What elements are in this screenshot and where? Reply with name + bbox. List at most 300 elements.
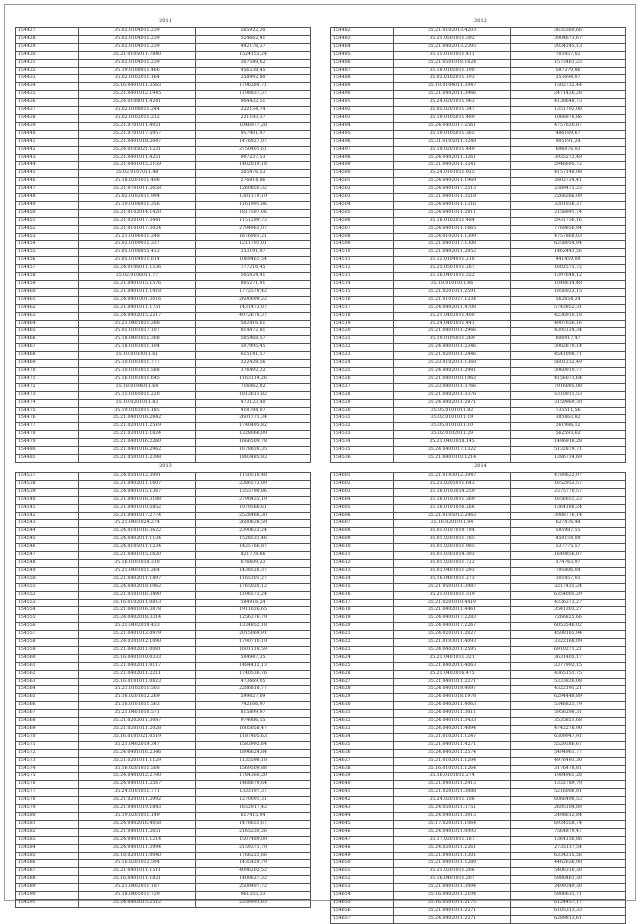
amount-cell: 1400627,32 — [196, 876, 311, 884]
table-row — [331, 407, 626, 415]
record-id-cell: 154551 — [16, 583, 79, 591]
amount-cell: 3988776,14 — [511, 512, 626, 520]
amount-cell: 1507489,09 — [196, 836, 311, 844]
record-id-cell: 154517 — [331, 304, 394, 312]
cadastral-number-cell: 35.21.0402016.475 — [394, 670, 511, 678]
record-id-cell: 154453 — [16, 233, 79, 241]
record-id-cell: 154611 — [331, 552, 394, 560]
cadastral-number-cell: 35.01.0101017.107 — [79, 328, 196, 336]
record-id-cell: 154428 — [16, 35, 79, 43]
cadastral-number-cell: 35.24.0401011.1665 — [394, 225, 511, 233]
amount-cell: 1772579,42 — [196, 288, 311, 296]
amount-cell: 5310911,53 — [511, 391, 626, 399]
cadastral-number-cell: 35.24.0402018.1062 — [79, 583, 196, 591]
cadastral-number-cell: 35.21.0105011.7840 — [79, 51, 196, 59]
cadastral-number-cell: 35.24.0401011.2811 — [394, 209, 511, 217]
record-id-cell: 154441 — [16, 138, 79, 146]
record-id-cell: 154602 — [331, 480, 394, 488]
amount-cell: 505468,57 — [196, 336, 311, 344]
cadastral-number-cell: 35.16.0103014.259 — [394, 488, 511, 496]
table-row — [16, 320, 311, 328]
table-row — [16, 391, 311, 399]
cadastral-number-cell: 35.01.0201011.985 — [394, 544, 511, 552]
records-table — [330, 27, 626, 463]
table-row — [331, 678, 626, 686]
record-id-cell: 154449 — [16, 201, 79, 209]
table-row — [16, 249, 311, 257]
cadastral-number-cell: 35.02.0106011.77 — [79, 273, 196, 281]
cadastral-number-cell: 35.23.0401011.3766 — [394, 383, 511, 391]
cadastral-number-cell: 35.21.0402011.2852 — [394, 249, 511, 257]
table-row — [16, 607, 311, 615]
cadastral-number-cell: 35.21.0401011.288 — [79, 320, 196, 328]
record-id-cell: 154436 — [16, 99, 79, 107]
table-row — [331, 138, 626, 146]
cadastral-number-cell: 35.02.0101011.19 — [394, 415, 511, 423]
table-row — [16, 567, 311, 575]
cadastral-number-cell: 35.21.0401016.2260 — [79, 439, 196, 447]
record-id-cell: 154496 — [331, 138, 394, 146]
table-row — [16, 281, 311, 289]
amount-cell: 3217431,24 — [511, 583, 626, 591]
table-row — [16, 773, 311, 781]
amount-cell: 276814,86 — [196, 178, 311, 186]
cadastral-number-cell: 35.02.0109011.337 — [79, 241, 196, 249]
record-id-cell: 154577 — [16, 789, 79, 797]
table-row — [331, 726, 626, 734]
record-id-cell: 154605 — [331, 504, 394, 512]
table-row — [331, 170, 626, 178]
table-row — [331, 733, 626, 741]
cadastral-number-cell: 35.21.0102013.4203 — [394, 28, 511, 36]
cadastral-number-cell: 35.24.0101011.925 — [394, 170, 511, 178]
record-id-cell: 154640 — [331, 781, 394, 789]
cadastral-number-cell: 35.24.0402018.3314 — [79, 615, 196, 623]
table-row — [331, 892, 626, 900]
amount-cell: 904433,51 — [196, 99, 311, 107]
table-row — [331, 860, 626, 868]
amount-cell: 1476927,07 — [196, 138, 311, 146]
amount-cell: 5956298,31 — [511, 710, 626, 718]
cadastral-number-cell: 35.21.0402011.3241 — [394, 162, 511, 170]
record-id-cell: 154653 — [331, 884, 394, 892]
amount-cell: 1151299,73 — [196, 217, 311, 225]
cadastral-number-cell: 35.24.0401001.3016 — [79, 296, 196, 304]
table-row — [331, 415, 626, 423]
cadastral-number-cell: 35.18.0201011.408 — [79, 178, 196, 186]
table-row — [331, 352, 626, 360]
cadastral-number-cell: 35.19.0105011.365 — [394, 130, 511, 138]
table-row — [331, 367, 626, 375]
table-row — [16, 733, 311, 741]
table-row — [331, 583, 626, 591]
amount-cell: 4395124,34 — [511, 328, 626, 336]
cadastral-number-cell: 35.24.0401011.3011 — [394, 710, 511, 718]
amount-cell: 2389475,23 — [511, 186, 626, 194]
table-row — [331, 710, 626, 718]
amount-cell: 1583992,64 — [196, 741, 311, 749]
record-id-cell: 154476 — [16, 415, 79, 423]
amount-cell: 7916085,08 — [511, 383, 626, 391]
table-row — [16, 686, 311, 694]
record-id-cell: 154583 — [16, 836, 79, 844]
table-row — [16, 130, 311, 138]
table-row — [331, 146, 626, 154]
table-row — [16, 328, 311, 336]
amount-cell: 4976493,30 — [511, 757, 626, 765]
record-id-cell: 154584 — [16, 844, 79, 852]
table-row — [16, 860, 311, 868]
cadastral-number-cell: 35.24.0402011.1124 — [79, 536, 196, 544]
table-row — [16, 59, 311, 67]
table-row — [331, 646, 626, 654]
cadastral-number-cell: 35.21.0401011.1301 — [394, 852, 511, 860]
record-id-cell: 154452 — [16, 225, 79, 233]
record-id-cell: 154490 — [331, 91, 394, 99]
cadastral-number-cell: 35.24.0402011.2271 — [394, 915, 511, 923]
table-row — [16, 170, 311, 178]
record-id-cell: 154443 — [16, 154, 79, 162]
table-row — [16, 383, 311, 391]
amount-cell: 562654,24 — [511, 296, 626, 304]
table-row — [331, 43, 626, 51]
table-row — [16, 559, 311, 567]
record-id-cell: 154518 — [331, 312, 394, 320]
cadastral-number-cell: 35.18.0401011.308 — [79, 336, 196, 344]
cadastral-number-cell: 35.21.0501011.3987 — [394, 583, 511, 591]
cadastral-number-cell: 35.21.0101027.1234 — [394, 296, 511, 304]
cadastral-number-cell: 35.02.0104011.239 — [79, 43, 196, 51]
section-year-heading: 2014 — [474, 463, 487, 469]
record-id-cell: 154479 — [16, 439, 79, 447]
cadastral-number-cell: 35.24.0108011.4241 — [79, 99, 196, 107]
amount-cell: 1678839,35 — [196, 447, 311, 455]
table-row — [331, 51, 626, 59]
table-row — [331, 528, 626, 536]
record-id-cell: 154513 — [331, 273, 394, 281]
cadastral-number-cell: 35.21.0402011.187 — [79, 884, 196, 892]
cadastral-number-cell: 35.21.0401011.1289 — [394, 860, 511, 868]
record-id-cell: 154499 — [331, 162, 394, 170]
record-id-cell: 154547 — [16, 552, 79, 560]
table-row — [331, 336, 626, 344]
amount-cell: 2601771,34 — [196, 415, 311, 423]
table-row — [16, 820, 311, 828]
table-row — [331, 249, 626, 257]
table-row — [16, 162, 311, 170]
table-row — [331, 209, 626, 217]
cadastral-number-cell: 35.21.0402011.400 — [394, 312, 511, 320]
table-row — [16, 512, 311, 520]
record-id-cell: 154444 — [16, 162, 79, 170]
cadastral-number-cell: 35.24.0401017.2267 — [394, 623, 511, 631]
amount-cell: 3322168,09 — [511, 639, 626, 647]
record-id-cell: 154562 — [16, 670, 79, 678]
amount-cell: 1069461,54 — [196, 257, 311, 265]
amount-cell: 2794961,07 — [196, 225, 311, 233]
record-id-cell: 154616 — [331, 591, 394, 599]
cadastral-number-cell: 35.19.0102011.185 — [79, 407, 196, 415]
records-table — [15, 472, 311, 908]
amount-cell: 2695104,89 — [511, 805, 626, 813]
record-id-cell: 154635 — [331, 741, 394, 749]
record-id-cell: 154489 — [331, 83, 394, 91]
cadastral-number-cell: 35.21.0402011.0117 — [79, 662, 196, 670]
table-row — [16, 107, 311, 115]
table-row — [16, 312, 311, 320]
amount-cell: 4156073,64 — [511, 375, 626, 383]
amount-cell: 1649856,07 — [511, 552, 626, 560]
amount-cell: 231193,37 — [196, 114, 311, 122]
record-id-cell: 154586 — [16, 860, 79, 868]
cadastral-number-cell: 35.16.0201012.269 — [79, 694, 196, 702]
amount-cell: 2375770,57 — [511, 488, 626, 496]
record-id-cell: 154645 — [331, 820, 394, 828]
record-id-cell: 154523 — [331, 352, 394, 360]
record-id-cell: 154528 — [331, 391, 394, 399]
table-row — [331, 820, 626, 828]
record-id-cell: 154627 — [331, 678, 394, 686]
record-id-cell: 154447 — [16, 186, 79, 194]
amount-cell: 504947,35 — [196, 654, 311, 662]
cadastral-number-cell: 35.10.0201011.83 — [79, 399, 196, 407]
record-id-cell: 154451 — [16, 217, 79, 225]
amount-cell: 1364156,86 — [511, 836, 626, 844]
table-row — [331, 375, 626, 383]
amount-cell: 905191,24 — [511, 138, 626, 146]
cadastral-number-cell: 35.16.0401011.3563 — [79, 83, 196, 91]
table-row — [331, 122, 626, 130]
record-id-cell: 154433 — [16, 75, 79, 83]
amount-cell: 4365151,75 — [511, 670, 626, 678]
cadastral-number-cell: 35.21.0401015.1576 — [79, 281, 196, 289]
cadastral-number-cell: 35.10.0103011.777 — [79, 360, 196, 368]
amount-cell: 385863,82 — [511, 415, 626, 423]
amount-cell: 4972678,37 — [196, 312, 311, 320]
amount-cell: 961355,33 — [196, 892, 311, 900]
table-row — [16, 797, 311, 805]
record-id-cell: 154646 — [331, 828, 394, 836]
record-id-cell: 154434 — [16, 83, 79, 91]
table-row — [331, 201, 626, 209]
table-row — [16, 265, 311, 273]
amount-cell: 2390633,24 — [196, 528, 311, 536]
record-id-cell: 154581 — [16, 820, 79, 828]
record-id-cell: 154603 — [331, 488, 394, 496]
table-row — [16, 662, 311, 670]
cadastral-number-cell: 35.23.0102011.1368 — [394, 360, 511, 368]
amount-cell: 6354005,29 — [511, 591, 626, 599]
amount-cell: 3159969,39 — [511, 399, 626, 407]
cadastral-number-cell: 35.21.0401011.1511 — [79, 868, 196, 876]
cadastral-number-cell: 35.21.0102011.503 — [79, 686, 196, 694]
cadastral-number-cell: 35.21.0201017.3441 — [79, 217, 196, 225]
record-id-cell: 154574 — [16, 765, 79, 773]
record-id-cell: 154550 — [16, 575, 79, 583]
record-id-cell: 154462 — [16, 304, 79, 312]
table-row — [16, 304, 311, 312]
amount-cell: 594916,24 — [196, 599, 311, 607]
amount-cell: 957401,97 — [196, 130, 311, 138]
cadastral-number-cell: 35.21.0402011.3966 — [394, 91, 511, 99]
amount-cell: 3176478,81 — [511, 765, 626, 773]
table-row — [16, 844, 311, 852]
section-year-heading: 2012 — [474, 18, 487, 24]
record-id-cell: 154486 — [331, 59, 394, 67]
amount-cell: 5333826,08 — [511, 678, 626, 686]
amount-cell: 450154,09 — [511, 536, 626, 544]
table-row — [16, 599, 311, 607]
cadastral-number-cell: 35.21.0401011.2271 — [394, 678, 511, 686]
amount-cell: 6258054,94 — [511, 241, 626, 249]
table-row — [331, 83, 626, 91]
amount-cell: 2159371,79 — [196, 844, 311, 852]
record-id-cell: 154618 — [331, 607, 394, 615]
record-id-cell: 154607 — [331, 520, 394, 528]
table-row — [16, 35, 311, 43]
table-row — [16, 615, 311, 623]
record-id-cell: 154571 — [16, 741, 79, 749]
table-row — [16, 28, 311, 36]
table-row — [16, 718, 311, 726]
table-row — [16, 241, 311, 249]
record-id-cell: 154567 — [16, 710, 79, 718]
amount-cell: 5743852,31 — [511, 304, 626, 312]
record-id-cell: 154588 — [16, 876, 79, 884]
record-id-cell: 154467 — [16, 344, 79, 352]
table-row — [16, 812, 311, 820]
cadastral-number-cell: 35.24.0401011.0993 — [394, 828, 511, 836]
amount-cell: 3301036,37 — [511, 201, 626, 209]
cadastral-number-cell: 35.21.0105012.2963 — [394, 512, 511, 520]
amount-cell: 1301179,19 — [196, 194, 311, 202]
record-id-cell: 154555 — [16, 615, 79, 623]
amount-cell: 1979566,61 — [196, 504, 311, 512]
table-row — [16, 344, 311, 352]
record-id-cell: 154497 — [331, 146, 394, 154]
amount-cell: 1260850,32 — [196, 186, 311, 194]
amount-cell: 507995,45 — [196, 344, 311, 352]
amount-cell: 1652917,42 — [196, 805, 311, 813]
record-id-cell: 154629 — [331, 694, 394, 702]
table-row — [16, 407, 311, 415]
table-row — [331, 439, 626, 447]
record-id-cell: 154643 — [331, 805, 394, 813]
amount-cell: 1135598,18 — [196, 757, 311, 765]
table-row — [331, 907, 626, 915]
cadastral-number-cell: 35.21.0401010.1962 — [394, 375, 511, 383]
record-id-cell: 154456 — [16, 257, 79, 265]
record-id-cell: 154542 — [16, 512, 79, 520]
cadastral-number-cell: 35.21.0102014.1420 — [79, 209, 196, 217]
amount-cell: 6053546,02 — [511, 623, 626, 631]
amount-cell: 3541303,27 — [511, 607, 626, 615]
record-id-cell: 154560 — [16, 654, 79, 662]
table-row — [331, 423, 626, 431]
record-id-cell: 154543 — [16, 520, 79, 528]
record-id-cell: 154568 — [16, 718, 79, 726]
amount-cell: 1524153,24 — [196, 51, 311, 59]
table-row — [16, 757, 311, 765]
cadastral-number-cell: 35.24.0401011.3433 — [394, 718, 511, 726]
table-row — [16, 83, 311, 91]
amount-cell: 606917,47 — [511, 336, 626, 344]
cadastral-number-cell: 35.02.0102011.164 — [79, 75, 196, 83]
amount-cell: 815899,97 — [196, 710, 311, 718]
cadastral-number-cell: 35.21.0103011.4093 — [394, 639, 511, 647]
cadastral-number-cell: 35.24.0102011.1309 — [394, 233, 511, 241]
amount-cell: 2498612,84 — [511, 812, 626, 820]
cadastral-number-cell: 35.16.0402011.2104 — [394, 892, 511, 900]
amount-cell: 222134,74 — [196, 107, 311, 115]
amount-cell: 1856923,15 — [511, 288, 626, 296]
record-id-cell: 154459 — [16, 281, 79, 289]
record-id-cell: 154485 — [331, 51, 394, 59]
amount-cell: 376492,32 — [196, 367, 311, 375]
table-row — [16, 726, 311, 734]
cadastral-number-cell: 35.24.0201012.1090 — [79, 639, 196, 647]
table-row — [331, 686, 626, 694]
amount-cell: 7564879,47 — [511, 828, 626, 836]
amount-cell: 1438526,37 — [196, 567, 311, 575]
amount-cell: 4757620,87 — [511, 122, 626, 130]
cadastral-number-cell: 35.21.0202011.3087 — [79, 718, 196, 726]
record-id-cell: 154475 — [16, 407, 79, 415]
record-id-cell: 154648 — [331, 844, 394, 852]
cadastral-number-cell: 35.02.0104011.239 — [79, 28, 196, 36]
cadastral-number-cell: 35.24.0401011.2567 — [79, 781, 196, 789]
table-row — [16, 186, 311, 194]
amount-cell: 1984961,28 — [511, 773, 626, 781]
amount-cell: 5494961,77 — [511, 749, 626, 757]
record-id-cell: 154612 — [331, 559, 394, 567]
cadastral-number-cell: 35.21.0201011.1824 — [79, 431, 196, 439]
record-id-cell: 154439 — [16, 122, 79, 130]
table-row — [16, 852, 311, 860]
table-row — [331, 504, 626, 512]
table-row — [16, 710, 311, 718]
amount-cell: 2158991,74 — [511, 209, 626, 217]
table-row — [331, 812, 626, 820]
amount-cell: 1196573,24 — [196, 591, 311, 599]
table-row — [331, 35, 626, 43]
record-id-cell: 154457 — [16, 265, 79, 273]
amount-cell: 716062,82 — [196, 383, 311, 391]
cadastral-number-cell: 35.24.0105021.1231 — [79, 146, 196, 154]
cadastral-number-cell: 35.16.0401011.1821 — [79, 876, 196, 884]
amount-cell: 1883485,83 — [196, 454, 311, 462]
section-2011 — [15, 15, 316, 463]
record-id-cell: 154621 — [331, 631, 394, 639]
table-row — [331, 257, 626, 265]
table-row — [331, 225, 626, 233]
cadastral-number-cell: 35.21.0401011.2413 — [394, 781, 511, 789]
amount-cell: 1334852,18 — [196, 623, 311, 631]
amount-cell: 4157148,98 — [511, 170, 626, 178]
cadastral-number-cell: 35.24.0402011.2595 — [394, 646, 511, 654]
table-row — [331, 383, 626, 391]
amount-cell: 795806,04 — [511, 567, 626, 575]
amount-cell: 2165230,26 — [196, 828, 311, 836]
table-row — [331, 670, 626, 678]
record-id-cell: 154601 — [331, 473, 394, 481]
table-row — [16, 447, 311, 455]
table-row — [331, 765, 626, 773]
cadastral-number-cell: 35.21.0401011.321 — [394, 654, 511, 662]
record-id-cell: 154522 — [331, 344, 394, 352]
record-id-cell: 154582 — [16, 828, 79, 836]
table-row — [16, 552, 311, 560]
